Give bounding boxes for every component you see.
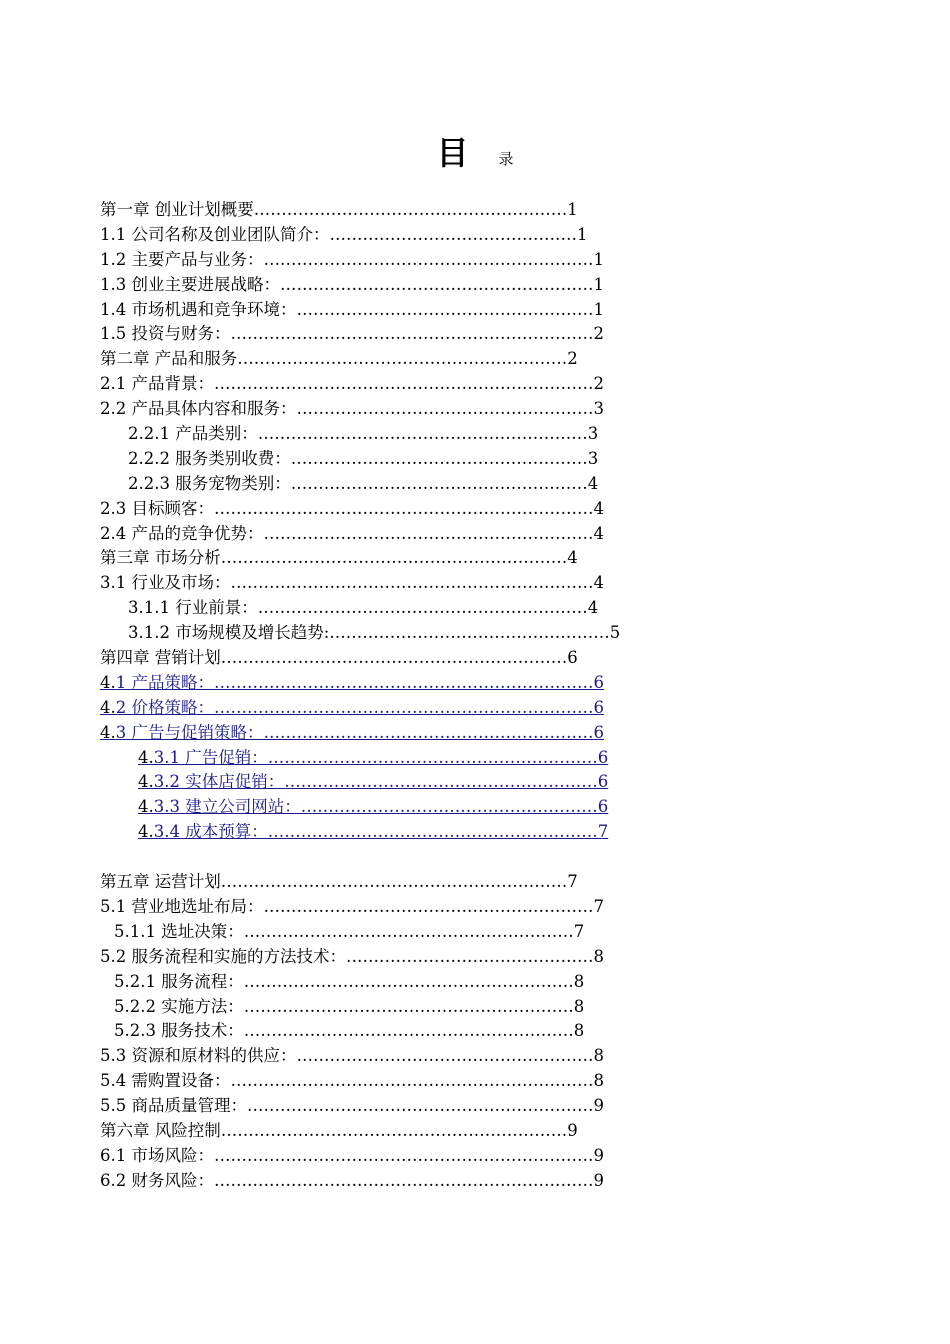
toc-entry-prefix: 4.: [138, 822, 154, 842]
toc-entry: [0, 1044, 950, 1069]
toc-entry-label[interactable]: 1 产品策略：……………………………………………………………6: [115, 672, 604, 692]
toc-entry-text: [100, 322, 604, 347]
toc-entry-label: 3.1.1 行业前景：……………………………………………………4: [128, 598, 599, 618]
toc-entry-text: [128, 596, 598, 621]
toc-entry-label: 2.2.1 产品类别：……………………………………………………3: [128, 424, 599, 444]
toc-entry-label: 6.2 财务风险：……………………………………………………………9: [100, 1170, 604, 1190]
toc-entry-text: [100, 497, 604, 522]
toc-entry-text: [100, 298, 604, 323]
toc-entry-label: 5.2.2 实施方法：……………………………………………………8: [114, 996, 585, 1016]
toc-entry-text: [100, 1094, 604, 1119]
toc-entry: [0, 372, 950, 397]
toc-entry-text: [100, 347, 578, 372]
toc-entry: [0, 522, 950, 547]
toc-entry: [0, 273, 950, 298]
toc-entry: [0, 1094, 950, 1119]
toc-entry-label[interactable]: 2 价格策略：……………………………………………………………6: [115, 697, 604, 717]
toc-entry-label: 3.1 行业及市场：…………………………………………………………4: [100, 573, 604, 593]
toc-entry-label: 1.1 公司名称及创业团队简介：………………………………………1: [100, 224, 588, 244]
toc-entry[interactable]: [0, 721, 950, 746]
toc-entry: [0, 347, 950, 372]
toc-entry-text: [100, 546, 578, 571]
toc-entry-label: 5.4 需购置设备：…………………………………………………………8: [100, 1071, 604, 1091]
toc-entry[interactable]: [0, 795, 950, 820]
toc-entry-label: 6.1 市场风险：……………………………………………………………9: [100, 1145, 604, 1165]
toc-entry-label: 5.3 资源和原材料的供应：………………………………………………8: [100, 1046, 604, 1066]
toc-entry: [0, 322, 950, 347]
table-of-contents: [0, 198, 950, 1194]
toc-entry-text: [128, 472, 598, 497]
toc-entry: [0, 621, 950, 646]
toc-entry-prefix: 4.: [100, 722, 116, 742]
toc-entry-label: 第二章 产品和服务……………………………………………………2: [100, 349, 578, 369]
toc-entry: [0, 397, 950, 422]
toc-entry: [0, 1144, 950, 1169]
toc-entry: [0, 895, 950, 920]
toc-entry-label: 5.2.1 服务流程：……………………………………………………8: [114, 971, 585, 991]
toc-entry-label: 1.5 投资与财务：…………………………………………………………2: [100, 324, 604, 344]
toc-entry-text: [100, 372, 604, 397]
toc-entry-label: 第一章 创业计划概要…………………………………………………1: [100, 200, 578, 219]
toc-entry-label[interactable]: 3.4 成本预算：……………………………………………………7: [153, 822, 609, 842]
toc-entry-label: 1.4 市场机遇和竞争环境：………………………………………………1: [100, 299, 604, 319]
toc-entry: [0, 223, 950, 248]
toc-entry: [0, 1169, 950, 1194]
toc-entry-link[interactable]: [138, 795, 608, 820]
toc-entry-link[interactable]: [100, 671, 604, 696]
toc-entry-text: [100, 870, 578, 895]
toc-entry-text: [128, 621, 620, 646]
toc-entry: [0, 198, 950, 223]
toc-entry-prefix: 4.: [100, 697, 116, 717]
toc-entry: [0, 646, 950, 671]
toc-entry-text: [114, 1019, 584, 1044]
toc-entry-text: [100, 248, 604, 273]
toc-entry[interactable]: [0, 746, 950, 771]
toc-entry-label: 2.2.2 服务类别收费：………………………………………………3: [128, 448, 599, 468]
toc-entry-text: [100, 198, 578, 223]
toc-entry-link[interactable]: [100, 696, 604, 721]
toc-entry-text: [100, 945, 604, 970]
toc-entry: [0, 920, 950, 945]
toc-entry-text: [100, 1144, 604, 1169]
toc-entry: [0, 970, 950, 995]
toc-entry: [0, 845, 950, 870]
toc-entry-text: [100, 571, 604, 596]
toc-entry: [0, 1019, 950, 1044]
toc-entry-label: 2.2.3 服务宠物类别：………………………………………………4: [128, 473, 599, 493]
toc-title-main: 目: [436, 134, 469, 172]
toc-title: [0, 128, 950, 174]
toc-entry: [0, 447, 950, 472]
toc-entry-label[interactable]: 3 广告与促销策略：……………………………………………………6: [115, 722, 604, 742]
toc-entry-prefix: 4.: [138, 747, 154, 767]
toc-entry-label: 2.4 产品的竞争优势：……………………………………………………4: [100, 523, 604, 543]
toc-entry: [0, 298, 950, 323]
toc-entry-prefix: 4.: [100, 672, 116, 692]
toc-entry-label: 第五章 运营计划………………………………………………………7: [100, 872, 578, 892]
toc-entry-text: [114, 995, 584, 1020]
toc-entry-label: 1.3 创业主要进展战略：…………………………………………………1: [100, 274, 604, 294]
toc-entry: [0, 1119, 950, 1144]
toc-entry-label: 1.2 主要产品与业务：……………………………………………………1: [100, 249, 604, 269]
toc-title-secondary: 录: [498, 150, 514, 168]
toc-entry-label: 第四章 营销计划………………………………………………………6: [100, 648, 578, 668]
toc-entry-label: 5.2 服务流程和实施的方法技术：………………………………………8: [100, 946, 604, 966]
toc-entry-label: 第三章 市场分析………………………………………………………4: [100, 548, 578, 568]
toc-entry-text: [100, 273, 604, 298]
toc-entry-label: 2.3 目标顾客：……………………………………………………………4: [100, 498, 604, 518]
toc-entry-prefix: 4.: [138, 797, 154, 817]
toc-entry-text: [100, 1044, 604, 1069]
toc-entry: [0, 995, 950, 1020]
toc-entry-link[interactable]: [138, 770, 608, 795]
toc-entry-label: 3.1.2 市场规模及增长趋势:……………………………………………5: [128, 623, 621, 643]
toc-entry-label: 5.2.3 服务技术：……………………………………………………8: [114, 1021, 585, 1041]
toc-entry-label: 5.1.1 选址决策：……………………………………………………7: [114, 921, 585, 941]
toc-entry: [0, 248, 950, 273]
toc-entry: [0, 422, 950, 447]
toc-entry-text: [100, 1069, 604, 1094]
toc-entry-label: 5.1 营业地选址布局：……………………………………………………7: [100, 896, 604, 916]
toc-entry-link[interactable]: [138, 820, 608, 845]
toc-entry-link[interactable]: [138, 746, 608, 771]
toc-entry: [0, 497, 950, 522]
toc-entry-text: [100, 223, 587, 248]
toc-entry: [0, 870, 950, 895]
toc-entry-label: 2.1 产品背景：……………………………………………………………2: [100, 374, 604, 394]
toc-entry-label[interactable]: 3.1 广告促销：……………………………………………………6: [153, 747, 609, 767]
toc-entry: [0, 546, 950, 571]
toc-entry-text: [100, 1169, 604, 1194]
toc-entry-label: 5.5 商品质量管理：………………………………………………………9: [100, 1096, 604, 1116]
toc-entry-label: 2.2 产品具体内容和服务：………………………………………………3: [100, 399, 604, 419]
toc-entry-label[interactable]: 3.2 实体店促销：…………………………………………………6: [153, 772, 609, 792]
toc-entry: [0, 596, 950, 621]
toc-entry-text: [114, 970, 584, 995]
toc-entry-text: [100, 646, 578, 671]
toc-entry-text: [128, 447, 598, 472]
toc-entry-text: [114, 920, 584, 945]
toc-entry[interactable]: [0, 671, 950, 696]
toc-entry-text: [128, 422, 598, 447]
toc-entry-text: [100, 895, 604, 920]
toc-entry: [0, 571, 950, 596]
toc-entry[interactable]: [0, 770, 950, 795]
toc-entry-text: [100, 1119, 578, 1144]
toc-entry[interactable]: [0, 696, 950, 721]
toc-entry-text: [100, 397, 604, 422]
toc-entry: [0, 472, 950, 497]
toc-entry: [0, 945, 950, 970]
toc-entry-label[interactable]: 3.3 建立公司网站：………………………………………………6: [153, 797, 609, 817]
toc-entry-prefix: 4.: [138, 772, 154, 792]
toc-entry-text: [100, 522, 604, 547]
toc-entry: [0, 1069, 950, 1094]
toc-entry[interactable]: [0, 820, 950, 845]
toc-entry-label: 第六章 风险控制………………………………………………………9: [100, 1120, 578, 1140]
toc-entry-link[interactable]: [100, 721, 604, 746]
